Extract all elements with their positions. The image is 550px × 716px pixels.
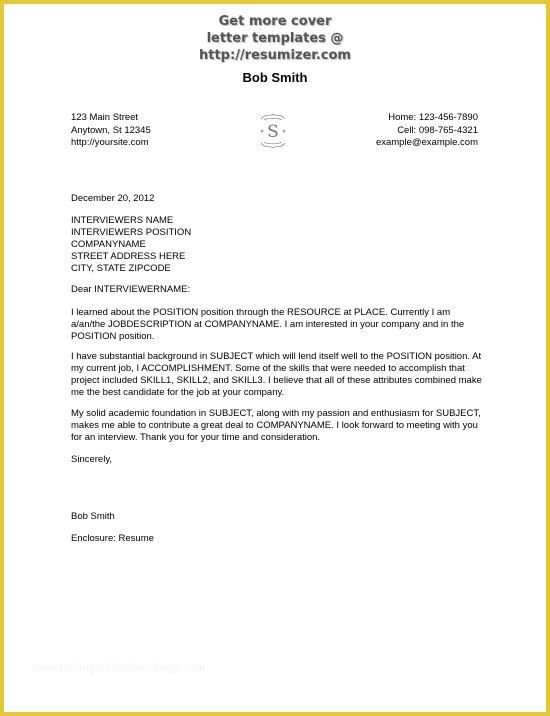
sender-city: Anytown, St 12345 xyxy=(71,124,151,136)
promo-line-2: letter templates @ xyxy=(206,31,344,46)
body-paragraph-3: My solid academic foundation in SUBJECT, along with my passion and enthusiasm for SUBJECT, makes me able to contribute a great deal to COMPANYNAME. I look forward to meeting with you for an interview. Thank you for your time and consideration. xyxy=(71,408,481,443)
salutation: Dear INTERVIEWERNAME: xyxy=(71,284,191,295)
monogram-letter: S xyxy=(267,122,279,142)
recipient-company: COMPANYNAME xyxy=(71,239,146,250)
watermark-text: www.heritagechristiancollege.com xyxy=(33,662,206,674)
recipient-street: STREET ADDRESS HERE xyxy=(71,251,186,262)
monogram-emblem xyxy=(255,111,291,151)
recipient-address xyxy=(71,215,483,275)
recipient-city: CITY, STATE ZIPCODE xyxy=(71,263,171,274)
sender-contact-block xyxy=(376,112,478,150)
sender-website-link[interactable]: http://yoursite.com xyxy=(71,137,149,148)
letter-date: December 20, 2012 xyxy=(71,193,155,204)
body-paragraph-1: I learned about the POSITION position through the RESOURCE at PLACE. Currently I am a/an/the JOBDESCRIPTION at COMPANYNAME. I am interested in your company and in the POSITION position. xyxy=(71,307,465,342)
recipient-name: INTERVIEWERS NAME xyxy=(71,215,174,226)
cell-phone: Cell: 098-765-4321 xyxy=(397,124,478,136)
email-link[interactable]: example@example.com xyxy=(375,137,478,148)
recipient-position: INTERVIEWERS POSITION xyxy=(71,227,192,238)
promo-line-1: Get more cover xyxy=(218,14,332,29)
home-phone: Home: 123-456-7890 xyxy=(388,112,478,123)
body-paragraph-2: I have substantial background in SUBJECT which will lend itself well to the POSITION position. At my current job, I ACCOMPLISHMENT. Some of the skills that were needed to accomplish that project included SKILL1, SKILL2, and SKILL3. I believe that all of these attributes combined make me the best candidate for the job at your company. xyxy=(71,351,482,398)
promo-link[interactable]: http://resumizer.com xyxy=(199,48,351,63)
sender-address-block xyxy=(71,112,151,150)
promo-banner[interactable] xyxy=(0,13,550,64)
signature-name: Bob Smith xyxy=(71,511,115,522)
closing: Sincerely, xyxy=(71,454,113,465)
enclosure-note: Enclosure: Resume xyxy=(71,533,154,544)
sender-name-heading: Bob Smith xyxy=(242,70,308,85)
sender-street: 123 Main Street xyxy=(71,112,139,123)
